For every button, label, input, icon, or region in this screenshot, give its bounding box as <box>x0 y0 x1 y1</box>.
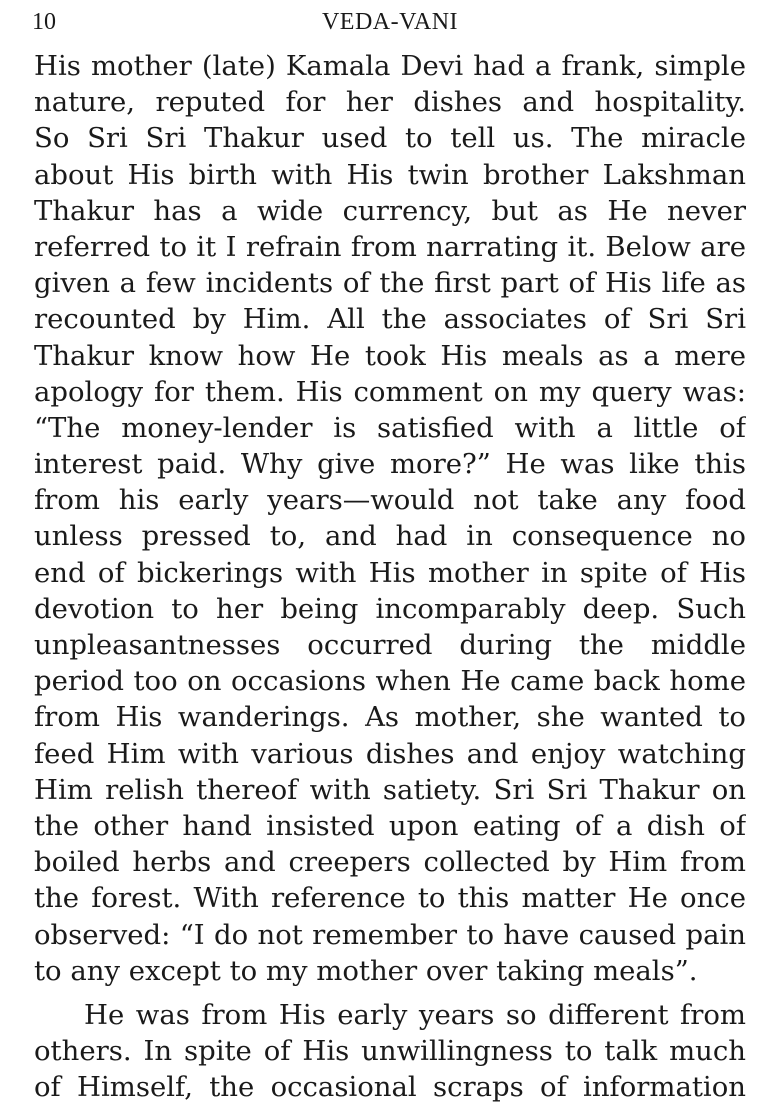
text-line: period too on occasions when He came back home <box>34 665 746 698</box>
text-line: recounted by Him. All the associates of Sri Sri <box>34 303 746 336</box>
text-line: observed: “I do not remember to have caused pain <box>34 918 746 951</box>
text-line: boiled herbs and creepers collected by Him from <box>34 846 746 879</box>
text-line: unless pressed to, and had in consequence no <box>34 520 746 553</box>
text-line: the forest. With reference to this matter He once <box>34 882 746 915</box>
text-line: others. In spite of His unwillingness to talk much <box>34 1035 746 1068</box>
text-line: unpleasantnesses occurred during the middle <box>34 629 746 661</box>
text-line: nature, reputed for her dishes and hospitality. <box>34 86 746 119</box>
page-number: 10 <box>32 9 56 35</box>
running-title: VEDA-VANI <box>321 9 459 35</box>
text-line: Him relish thereof with satiety. Sri Sri Thakur on <box>34 773 746 806</box>
page-body <box>34 48 746 1105</box>
text-line: His mother (late) Kamala Devi had a frank, simple <box>34 50 746 82</box>
text-line: Thakur has a wide currency, but as He never <box>34 194 746 227</box>
text-line: of Himself, the occasional scraps of information <box>34 1071 746 1104</box>
text-line: He was from His early years so different from <box>84 998 746 1031</box>
text-line: So Sri Sri Thakur used to tell us. The miracle <box>34 122 746 155</box>
text-line: given a few incidents of the first part of His life as <box>34 267 746 300</box>
text-line: apology for them. His comment on my query was: <box>34 375 746 408</box>
page-header <box>32 6 748 38</box>
paragraph <box>34 997 746 1106</box>
paragraph-spacer <box>34 989 746 997</box>
text-line: from His wanderings. As mother, she wanted to <box>34 701 746 734</box>
text-line: Thakur know how He took His meals as a mere <box>34 339 746 372</box>
text-line: devotion to her being incomparably deep. Such <box>34 592 746 625</box>
text-line: interest paid. Why give more?” He was like this <box>34 448 746 481</box>
text-line: referred to it I refrain from narrating it. Below are <box>34 230 746 263</box>
text-line: the other hand insisted upon eating of a dish of <box>34 809 746 842</box>
text-line: end of bickerings with His mother in spite of His <box>34 556 746 589</box>
text-line: “The money-lender is satisfied with a little of <box>34 411 746 444</box>
text-line: feed Him with various dishes and enjoy watching <box>34 737 746 770</box>
text-line: from his early years—would not take any food <box>34 484 746 517</box>
text-line: about His birth with His twin brother Lakshman <box>34 158 746 191</box>
paragraph <box>34 48 746 989</box>
text-line: to any except to my mother over taking meals”. <box>34 954 698 987</box>
